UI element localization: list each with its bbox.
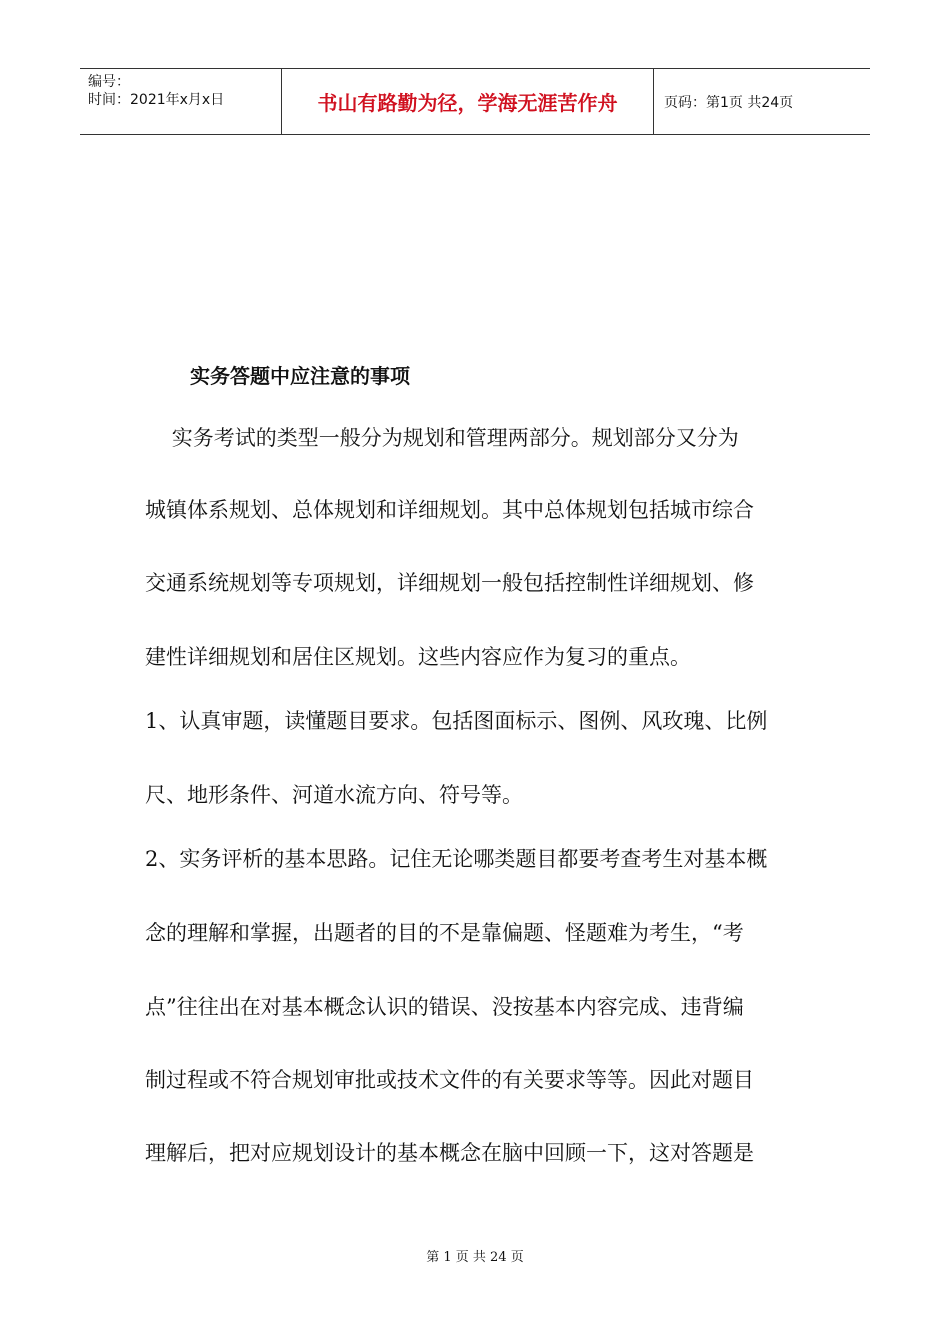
time-label: 时间：2021年x月x日 (88, 92, 225, 108)
body-line: 2、实务评析的基本思路。记住无论哪类题目都要考查考生对基本概 (145, 847, 768, 871)
body-line: 建性详细规划和居住区规划。这些内容应作为复习的重点。 (145, 645, 691, 669)
body-line: 1、认真审题，读懂题目要求。包括图面标示、图例、风玫瑰、比例 (145, 709, 768, 733)
page-footer: 第 1 页 共 24 页 (426, 1250, 524, 1265)
header-page-info: 页码：第1页 共24页 (664, 94, 794, 111)
body-line: 理解后，把对应规划设计的基本概念在脑中回顾一下，这对答题是 (145, 1141, 754, 1165)
body-line: 念的理解和掌握，出题者的目的不是靠偏题、怪题难为考生，“考 (145, 921, 744, 945)
body-line: 尺、地形条件、河道水流方向、符号等。 (145, 783, 523, 807)
body-line: 制过程或不符合规划审批或技术文件的有关要求等等。因此对题目 (145, 1068, 754, 1092)
header-meta (80, 69, 282, 134)
document-header (80, 68, 870, 135)
number-label: 编号： (88, 74, 130, 90)
header-motto: 书山有路勤为径，学海无涯苦作舟 (282, 69, 654, 134)
body-line: 点”往往出在对基本概念认识的错误、没按基本内容完成、违背编 (145, 995, 744, 1019)
body-line: 实务考试的类型一般分为规划和管理两部分。规划部分又分为 (145, 426, 739, 450)
document-title: 实务答题中应注意的事项 (190, 364, 410, 388)
body-line: 交通系统规划等专项规划，详细规划一般包括控制性详细规划、修 (145, 571, 754, 595)
body-line: 城镇体系规划、总体规划和详细规划。其中总体规划包括城市综合 (145, 498, 754, 522)
